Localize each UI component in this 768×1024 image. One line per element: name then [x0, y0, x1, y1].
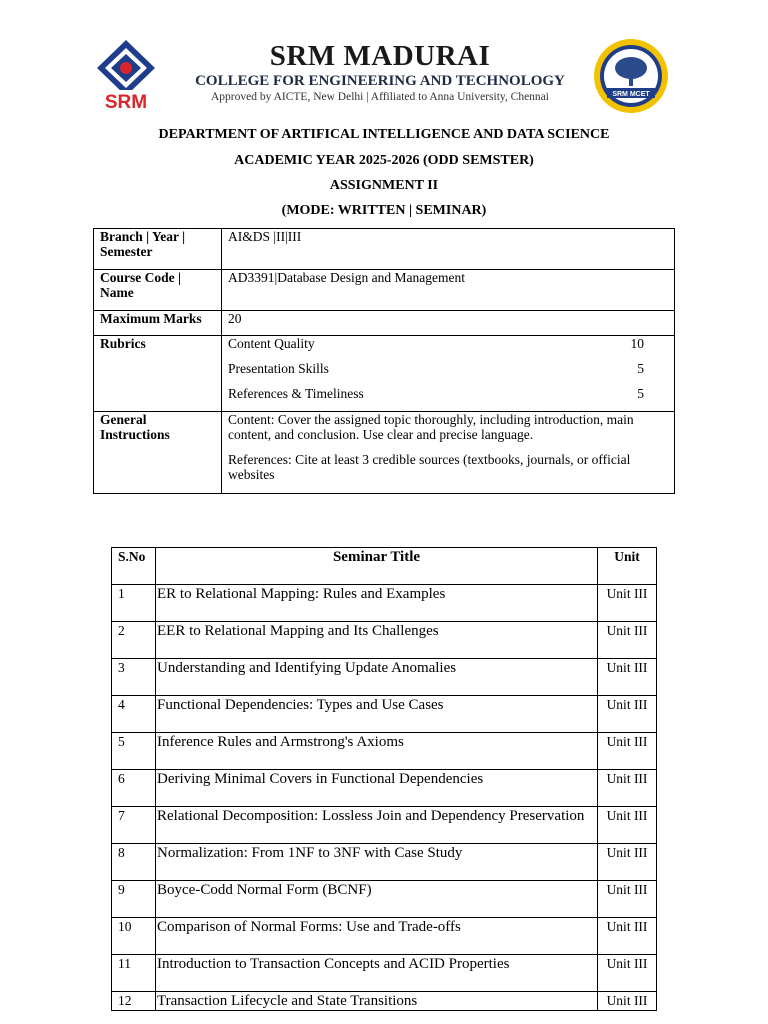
row-unit: Unit III [598, 918, 657, 955]
srm-logo [95, 38, 157, 112]
course-label: Course Code | Name [94, 270, 222, 311]
row-sno: 9 [112, 881, 156, 918]
row-title: Relational Decomposition: Lossless Join and Dependency Preservation [156, 807, 598, 844]
row-title: Boyce-Codd Normal Form (BCNF) [156, 881, 598, 918]
row-sno: 5 [112, 733, 156, 770]
rubric-name: References & Timeliness [228, 386, 364, 401]
row-title: ER to Relational Mapping: Rules and Examples [156, 585, 598, 622]
info-row-rubrics [94, 336, 675, 412]
row-unit: Unit III [598, 696, 657, 733]
course-value: AD3391|Database Design and Management [222, 270, 675, 311]
row-sno: 3 [112, 659, 156, 696]
row-unit: Unit III [598, 585, 657, 622]
assignment-info-table [93, 228, 675, 494]
college-affiliation: Approved by AICTE, New Delhi | Affiliated to Anna University, Chennai [211, 91, 549, 103]
table-row [112, 659, 657, 696]
department-heading: DEPARTMENT OF ARTIFICAL INTELLIGENCE AND DATA SCIENCE [158, 127, 610, 142]
row-unit: Unit III [598, 807, 657, 844]
row-unit: Unit III [598, 770, 657, 807]
instructions-text [222, 412, 675, 494]
row-unit: Unit III [598, 844, 657, 881]
college-subtitle: COLLEGE FOR ENGINEERING AND TECHNOLOGY [195, 73, 565, 89]
row-sno: 6 [112, 770, 156, 807]
college-title-block [185, 40, 575, 104]
college-banner [93, 34, 675, 118]
row-title: Inference Rules and Armstrong's Axioms [156, 733, 598, 770]
row-title: Functional Dependencies: Types and Use Cases [156, 696, 598, 733]
row-unit: Unit III [598, 622, 657, 659]
info-row-course [94, 270, 675, 311]
assignment-heading: ASSIGNMENT II [329, 178, 439, 193]
col-header-unit: Unit [598, 548, 657, 585]
college-name: SRM MADURAI [269, 40, 491, 72]
row-title: Introduction to Transaction Concepts and ACID Properties [156, 955, 598, 992]
col-header-title: Seminar Title [156, 548, 598, 585]
row-title: Normalization: From 1NF to 3NF with Case Study [156, 844, 598, 881]
branch-label: Branch | Year | Semester [94, 229, 222, 270]
srm-logo-text: SRM [104, 92, 148, 112]
info-row-instructions [94, 412, 675, 494]
info-row-marks [94, 311, 675, 336]
table-header-row [112, 548, 657, 585]
table-row [112, 955, 657, 992]
row-sno: 12 [112, 992, 156, 1011]
academic-year-heading: ACADEMIC YEAR 2025-2026 (ODD SEMSTER) [234, 153, 534, 168]
rubric-item [228, 386, 668, 411]
row-title: Deriving Minimal Covers in Functional Dependencies [156, 770, 598, 807]
table-row [112, 807, 657, 844]
rubric-item [228, 361, 668, 386]
info-row-branch [94, 229, 675, 270]
table-row [112, 696, 657, 733]
row-sno: 11 [112, 955, 156, 992]
row-title: Understanding and Identifying Update Anomalies [156, 659, 598, 696]
row-sno: 7 [112, 807, 156, 844]
rubric-name: Presentation Skills [228, 361, 329, 376]
table-row [112, 733, 657, 770]
table-row [112, 992, 657, 1011]
marks-value: 20 [222, 311, 675, 336]
row-sno: 8 [112, 844, 156, 881]
row-sno: 10 [112, 918, 156, 955]
row-unit: Unit III [598, 992, 657, 1011]
table-row [112, 622, 657, 659]
table-row [112, 770, 657, 807]
branch-value: AI&DS |II|III [222, 229, 675, 270]
srm-mcet-seal [593, 38, 669, 114]
row-unit: Unit III [598, 659, 657, 696]
rubrics-list [222, 336, 675, 412]
row-unit: Unit III [598, 955, 657, 992]
row-title: Comparison of Normal Forms: Use and Trade-offs [156, 918, 598, 955]
table-row [112, 881, 657, 918]
instructions-label: General Instructions [94, 412, 222, 494]
table-row [112, 585, 657, 622]
row-title: EER to Relational Mapping and Its Challenges [156, 622, 598, 659]
instruction-content: Content: Cover the assigned topic thoroughly, including introduction, main content, and conclusion. Use clear and precise language. [228, 412, 634, 442]
row-unit: Unit III [598, 881, 657, 918]
rubric-name: Content Quality [228, 336, 315, 351]
seal-text: SRM MCET [612, 91, 650, 98]
table-row [112, 844, 657, 881]
table-row [112, 918, 657, 955]
rubrics-label: Rubrics [94, 336, 222, 412]
instruction-references: References: Cite at least 3 credible sources (textbooks, journals, or official websites [228, 452, 631, 482]
row-sno: 2 [112, 622, 156, 659]
row-sno: 4 [112, 696, 156, 733]
rubric-marks: 10 [630, 336, 644, 351]
row-sno: 1 [112, 585, 156, 622]
marks-label: Maximum Marks [94, 311, 222, 336]
rubric-marks: 5 [637, 386, 644, 401]
row-title: Transaction Lifecycle and State Transitions [156, 992, 598, 1011]
col-header-sno: S.No [112, 548, 156, 585]
row-unit: Unit III [598, 733, 657, 770]
seminar-topics-table [111, 547, 657, 1011]
rubric-marks: 5 [637, 361, 644, 376]
mode-heading: (MODE: WRITTEN | SEMINAR) [281, 203, 487, 218]
rubric-item [228, 336, 668, 361]
